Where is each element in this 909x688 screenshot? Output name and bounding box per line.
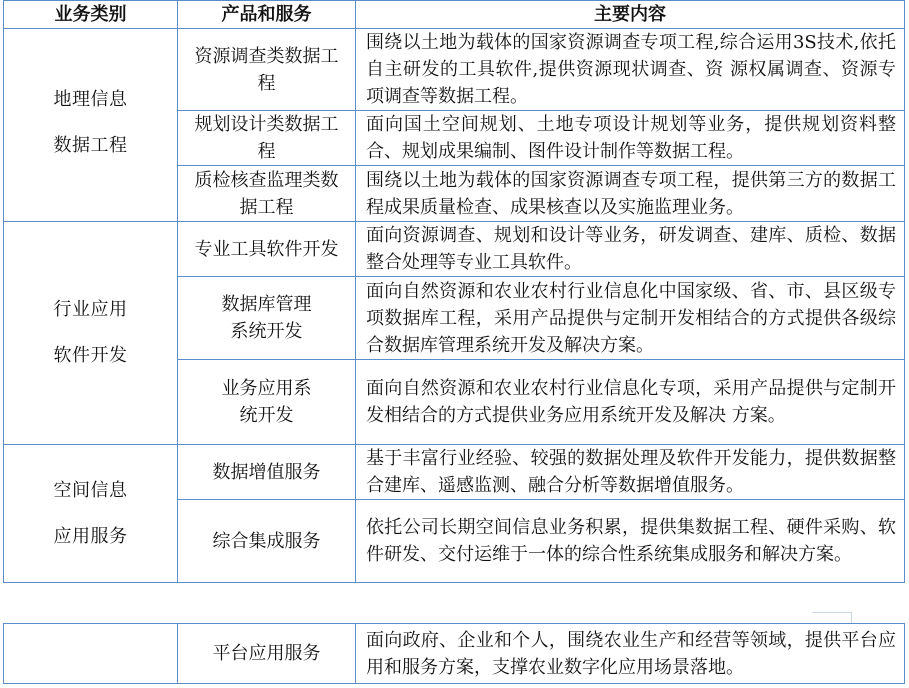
header-content: 主要内容 (356, 1, 905, 29)
table-row (4, 445, 905, 500)
table-row (4, 624, 905, 684)
product-cell (178, 222, 356, 277)
product-label: 专业工具软件开发 (194, 238, 339, 260)
product-cell (178, 29, 356, 111)
content-cell (356, 277, 905, 360)
content-text: 依托公司长期空间信息业务积累，提供集数据工程、硬件采购、软件研发、交付运维于一体的综合性系统集成服务和解决方案。 (366, 517, 896, 565)
content-cell (356, 500, 905, 583)
content-text: 面向资源调查、规划和设计等业务，研发调查、建库、质检、数据整合处理等专业工具软件。 (366, 225, 896, 273)
category-cell (4, 222, 178, 445)
category-cell (4, 445, 178, 583)
content-cell (356, 360, 905, 445)
page-break-mark (812, 612, 852, 614)
content-cell (356, 222, 905, 277)
product-label: 资源调查类数据工程 (194, 45, 339, 94)
category-line: 应用服务 (53, 525, 128, 547)
table-header-row (4, 1, 905, 29)
category-line: 行业应用 (53, 299, 128, 320)
category-line: 地理信息 (53, 89, 128, 110)
product-cell (178, 500, 356, 583)
content-cell (356, 29, 905, 111)
category-line: 数据工程 (53, 135, 128, 156)
product-cell (178, 111, 356, 166)
content-text: 面向政府、企业和个人，围绕农业生产和经营等领域，提供平台应用和服务方案，支撑农业数字化应用场景落地。 (366, 629, 896, 678)
product-label: 数据增值服务 (212, 461, 321, 483)
category-line: 空间信息 (53, 479, 128, 501)
content-text: 围绕以土地为载体的国家资源调查专项工程，提供第三方的数据工程成果质量检查、成果核查以及实施监理业务。 (366, 169, 896, 218)
product-cell (178, 445, 356, 500)
business-table-continued (3, 623, 905, 684)
content-text: 面向自然资源和农业农村行业信息化专项，采用产品提供与定制开发相结合的方式提供业务应用系统开发及解决 方案。 (366, 378, 896, 426)
category-line: 软件开发 (53, 345, 128, 366)
table-row (4, 222, 905, 277)
table-row (4, 29, 905, 111)
content-text: 面向国土空间规划、土地专项设计规划等业务，提供规划资料整合、规划成果编制、图件设计制作等数据工程。 (366, 114, 896, 162)
product-cell (178, 624, 356, 684)
product-label: 数据库管理系统开发 (221, 294, 312, 342)
header-category: 业务类别 (4, 1, 178, 29)
product-label: 综合集成服务 (212, 530, 321, 552)
category-cell (4, 29, 178, 222)
category-cell (4, 624, 178, 684)
product-cell (178, 166, 356, 222)
product-cell (178, 277, 356, 360)
content-text: 围绕以土地为载体的国家资源调查专项工程,综合运用3S技术,依托自主研发的工具软件,提供资源现状调查、资 源权属调查、资源专项调查等数据工程。 (366, 32, 896, 107)
content-text: 面向自然资源和农业农村行业信息化中国家级、省、市、县区级专项数据库工程，采用产品提供与定制开发相结合的方式提供各级综合数据库管理系统开发及解决方案。 (366, 280, 896, 356)
content-text: 基于丰富行业经验、较强的数据处理及软件开发能力，提供数据整合建库、遥感监测、融合分析等数据增值服务。 (366, 448, 896, 496)
content-cell (356, 111, 905, 166)
product-label: 质检核查监理类数据工程 (194, 169, 339, 218)
content-cell (356, 166, 905, 222)
product-label: 平台应用服务 (212, 643, 321, 664)
content-cell (356, 445, 905, 500)
content-cell (356, 624, 905, 684)
header-product: 产品和服务 (178, 1, 356, 29)
product-label: 规划设计类数据工程 (194, 114, 339, 162)
business-table (3, 0, 905, 583)
product-cell (178, 360, 356, 445)
product-label: 业务应用系统开发 (221, 378, 312, 426)
